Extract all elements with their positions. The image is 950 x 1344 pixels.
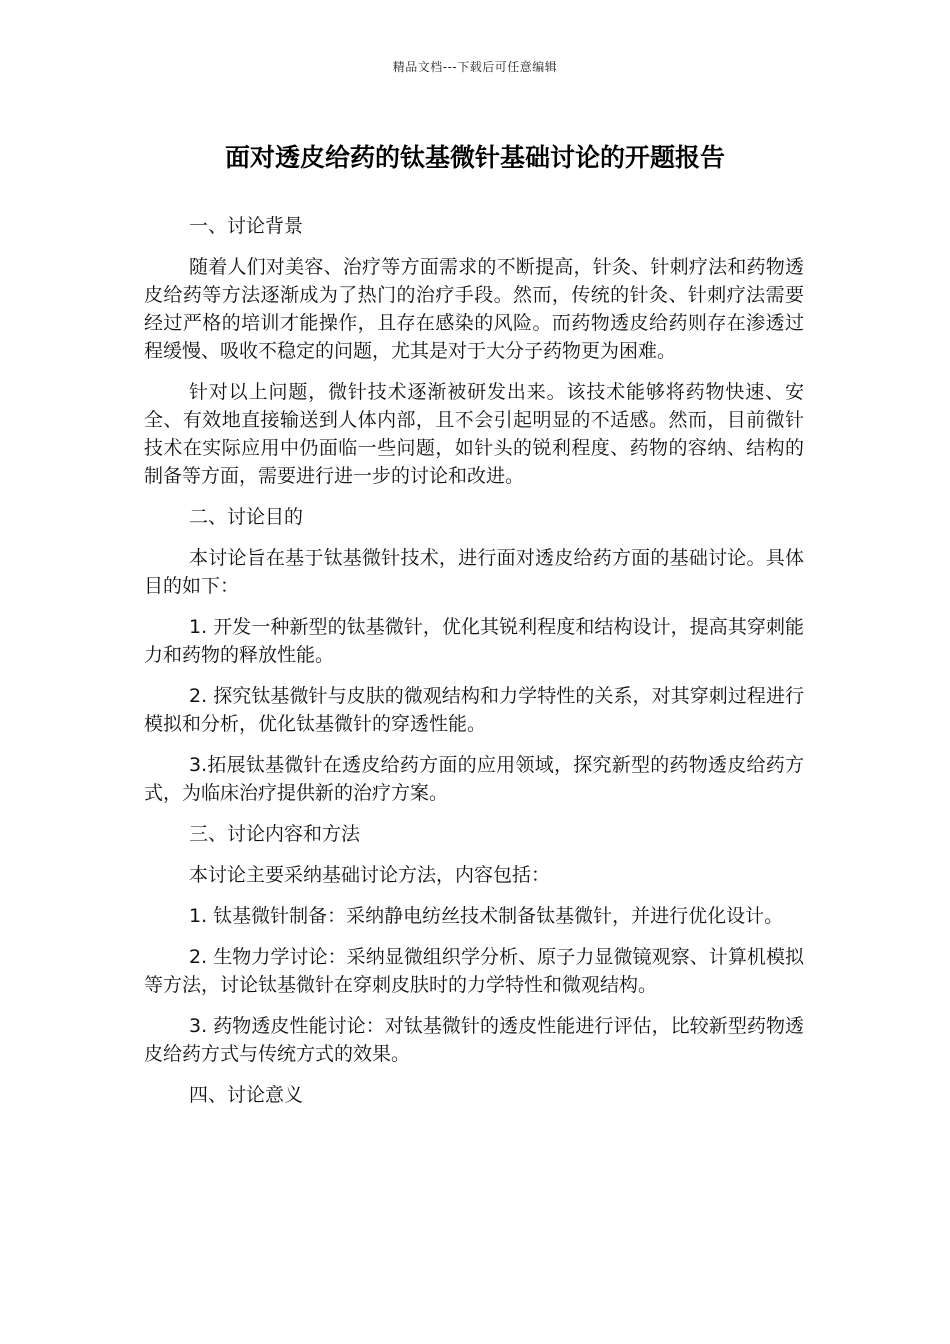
- section-heading-methods: 三、讨论内容和方法: [189, 823, 361, 845]
- document-body: [144, 212, 804, 1122]
- list-item-purpose-2: 2. 探究钛基微针与皮肤的微观结构和力学特性的关系，对其穿刺过程进行模拟和分析，优化钛基微针的穿透性能。: [144, 685, 804, 735]
- list-item-method-2: 2. 生物力学讨论：采纳显微组织学分析、原子力显微镜观察、计算机模拟等方法，讨论钛基微针在穿刺皮肤时的力学特性和微观结构。: [144, 946, 804, 996]
- list-item-purpose-3: 3.拓展钛基微针在透皮给药方面的应用领域，探究新型的药物透皮给药方式，为临床治疗提供新的治疗方案。: [144, 754, 804, 804]
- list-item-method-3: 3. 药物透皮性能讨论：对钛基微针的透皮性能进行评估，比较新型药物透皮给药方式与传统方式的效果。: [144, 1015, 804, 1065]
- document-title: 面对透皮给药的钛基微针基础讨论的开题报告: [224, 143, 725, 172]
- paragraph-purpose-intro: 本讨论旨在基于钛基微针技术，进行面对透皮给药方面的基础讨论。具体目的如下：: [144, 547, 804, 597]
- paragraph-methods-intro: 本讨论主要采纳基础讨论方法，内容包括：: [189, 864, 551, 886]
- paragraph-background-2: 针对以上问题，微针技术逐渐被研发出来。该技术能够将药物快速、安全、有效地直接输送到人体内部，且不会引起明显的不适感。然而，目前微针技术在实际应用中仍面临一些问题，如针头的锐利程度、药物的容纳、结构的制备等方面，需要进行进一步的讨论和改进。: [144, 381, 804, 487]
- list-item-purpose-1: 1. 开发一种新型的钛基微针，优化其锐利程度和结构设计，提高其穿刺能力和药物的释放性能。: [144, 616, 804, 666]
- paragraph-background-1: 随着人们对美容、治疗等方面需求的不断提高，针灸、针刺疗法和药物透皮给药等方法逐渐成为了热门的治疗手段。然而，传统的针灸、针刺疗法需要经过严格的培训才能操作，且存在感染的风险。而药物透皮给药则存在渗透过程缓慢、吸收不稳定的问题，尤其是对于大分子药物更为困难。: [144, 256, 804, 362]
- section-heading-significance: 四、讨论意义: [189, 1084, 304, 1106]
- page-header: 精品文档---下载后可任意编辑: [392, 60, 558, 74]
- section-heading-background: 一、讨论背景: [189, 215, 304, 237]
- list-item-method-1: 1. 钛基微针制备：采纳静电纺丝技术制备钛基微针，并进行优化设计。: [189, 905, 784, 927]
- section-heading-purpose: 二、讨论目的: [189, 506, 304, 528]
